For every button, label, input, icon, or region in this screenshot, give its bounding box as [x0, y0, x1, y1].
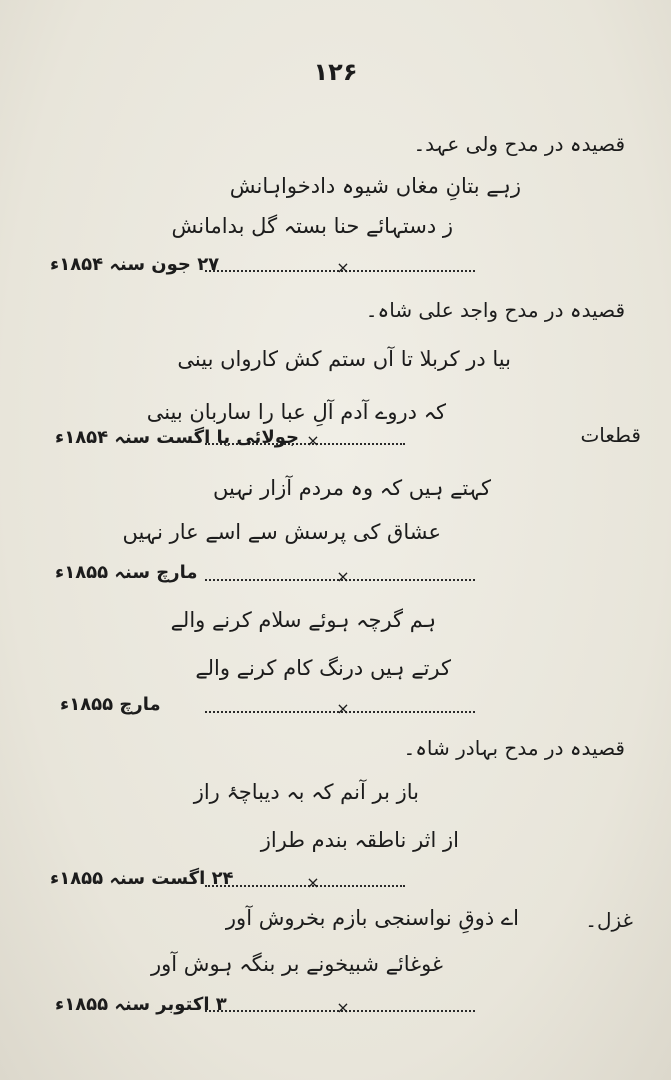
section-heading: قصیدہ در مدح واجد علی شاہ۔: [365, 298, 625, 322]
date-note: ۲۴ اگست سنہ ۱۸۵۵ء: [50, 868, 234, 889]
verse-line: عشاق کی پرسش سے اسے عار نہیں: [122, 520, 441, 544]
divider: ×: [205, 878, 405, 892]
verse-line: کہتے ہیں کہ وہ مردم آزار نہیں: [213, 476, 491, 500]
date-note: جولائی یا اگست سنہ ۱۸۵۴ء: [55, 427, 299, 448]
divider: ×: [205, 1003, 475, 1017]
page-number: ۱۲۶: [313, 58, 358, 86]
divider: ×: [205, 436, 405, 450]
date-note: مارچ ۱۸۵۵ء: [60, 694, 161, 715]
divider: ×: [205, 263, 475, 277]
divider: ×: [205, 572, 475, 586]
margin-label: غزل۔: [585, 908, 633, 932]
verse-line: کرتے ہیں درنگ کام کرنے والے: [195, 656, 451, 680]
margin-label: قطعات: [580, 423, 641, 447]
date-note: ۲۷ جون سنہ ۱۸۵۴ء: [50, 254, 220, 275]
verse-line: از اثر ناطقہ بندم طراز: [260, 828, 459, 852]
verse-line: زہے بتانِ مغاں شیوہ دادخواہانش: [229, 174, 521, 198]
date-note: مارچ سنہ ۱۸۵۵ء: [55, 562, 198, 583]
verse-line: کہ دروے آدم آلِ عبا را ساربان بینی: [146, 400, 446, 424]
verse-line: اے ذوقِ نواسنجی بازم بخروش آور: [225, 906, 519, 930]
verse-line: بیا در کربلا تا آں ستم کش کارواں بینی: [177, 347, 511, 371]
verse-line: ز دستہائے حنا بستہ گل بدامانش: [171, 214, 453, 238]
verse-line: باز بر آنم کہ بہ دیباچۂ راز: [193, 780, 419, 804]
section-heading: قصیدہ در مدح بہادر شاہ۔: [403, 736, 625, 760]
date-note: ۳ اکتوبر سنہ ۱۸۵۵ء: [55, 994, 227, 1015]
section-heading: قصیدہ در مدح ولی عہد۔: [413, 132, 625, 156]
divider: ×: [205, 704, 475, 718]
verse-line: ہم گرچہ ہوئے سلام کرنے والے: [170, 608, 436, 632]
verse-line: غوغائے شبیخونے بر بنگہ ہوش آور: [151, 952, 443, 976]
